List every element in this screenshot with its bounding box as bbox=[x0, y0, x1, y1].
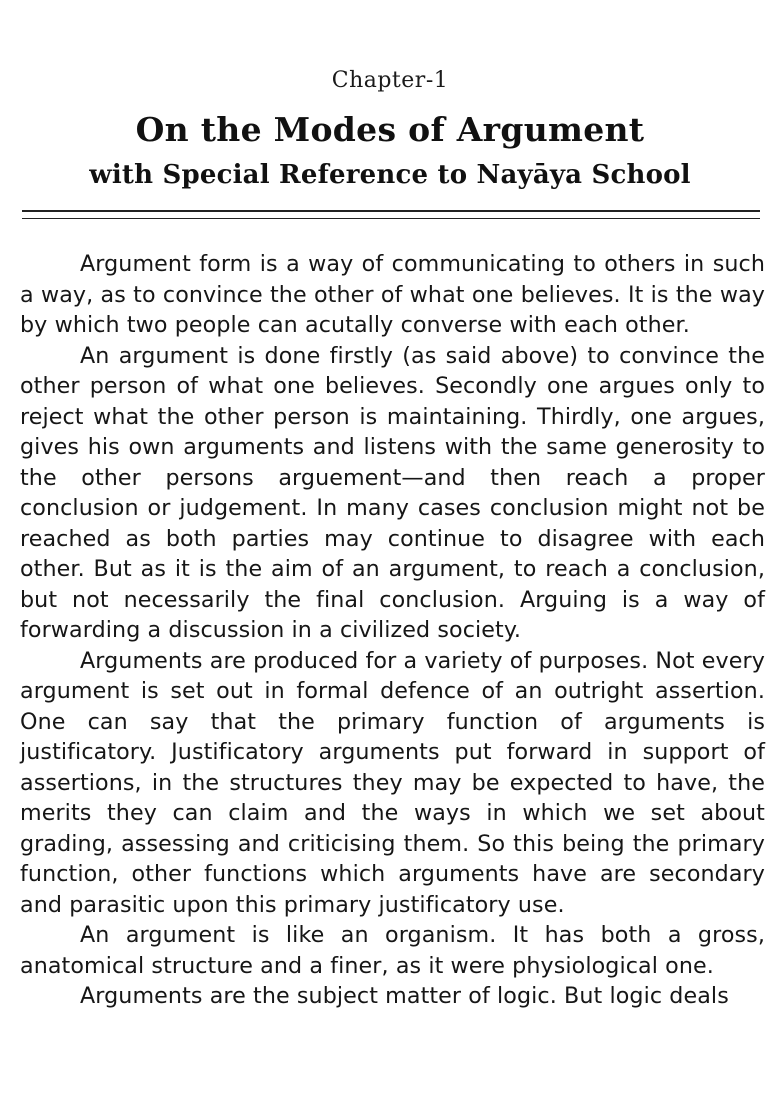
paragraph: Argument form is a way of communicating to others in such a way, as to convince the other of what one believes. It is the way by which two people can acutally converse with each other. bbox=[20, 251, 765, 338]
paragraph: Arguments are the subject matter of logic. But logic deals bbox=[80, 983, 729, 1009]
chapter-label: Chapter-1 bbox=[331, 68, 449, 93]
paragraph: An argument is like an organism. It has both a gross, anatomical structure and a finer, as it were physiological one. bbox=[20, 922, 765, 979]
title-divider-thick bbox=[22, 210, 760, 212]
chapter-subtitle: with Special Reference to Nayāya School bbox=[89, 160, 691, 190]
paragraph: An argument is done firstly (as said above) to convince the other person of what one believes. Secondly one argues only to reject what the other person is maintaining. Thirdly, one argues, gives his own arguments and listens with the same generosity to the other persons arguement—and then reach a proper conclusion or judgement. In many cases conclusion might not be reached as both parties may continue to disagree with each other. But as it is the aim of an argument, to reach a conclusion, but not necessarily the final conclusion. Arguing is a way of forwarding a discussion in a civilized society. bbox=[20, 342, 765, 643]
body-text bbox=[20, 249, 765, 1012]
paragraph: Arguments are produced for a variety of purposes. Not every argument is set out in formal defence of an outright assertion. One can say that the primary function of arguments is justificatory. Justificatory arguments put forward in support of assertions, in the structures they may be expected to have, the merits they can claim and the ways in which we set about grading, assessing and criticising them. So this being the primary function, other functions which arguments have are secondary and parasitic upon this primary justificatory use. bbox=[20, 647, 765, 918]
chapter-title: On the Modes of Argument bbox=[135, 110, 645, 149]
title-divider-thin bbox=[22, 218, 760, 219]
